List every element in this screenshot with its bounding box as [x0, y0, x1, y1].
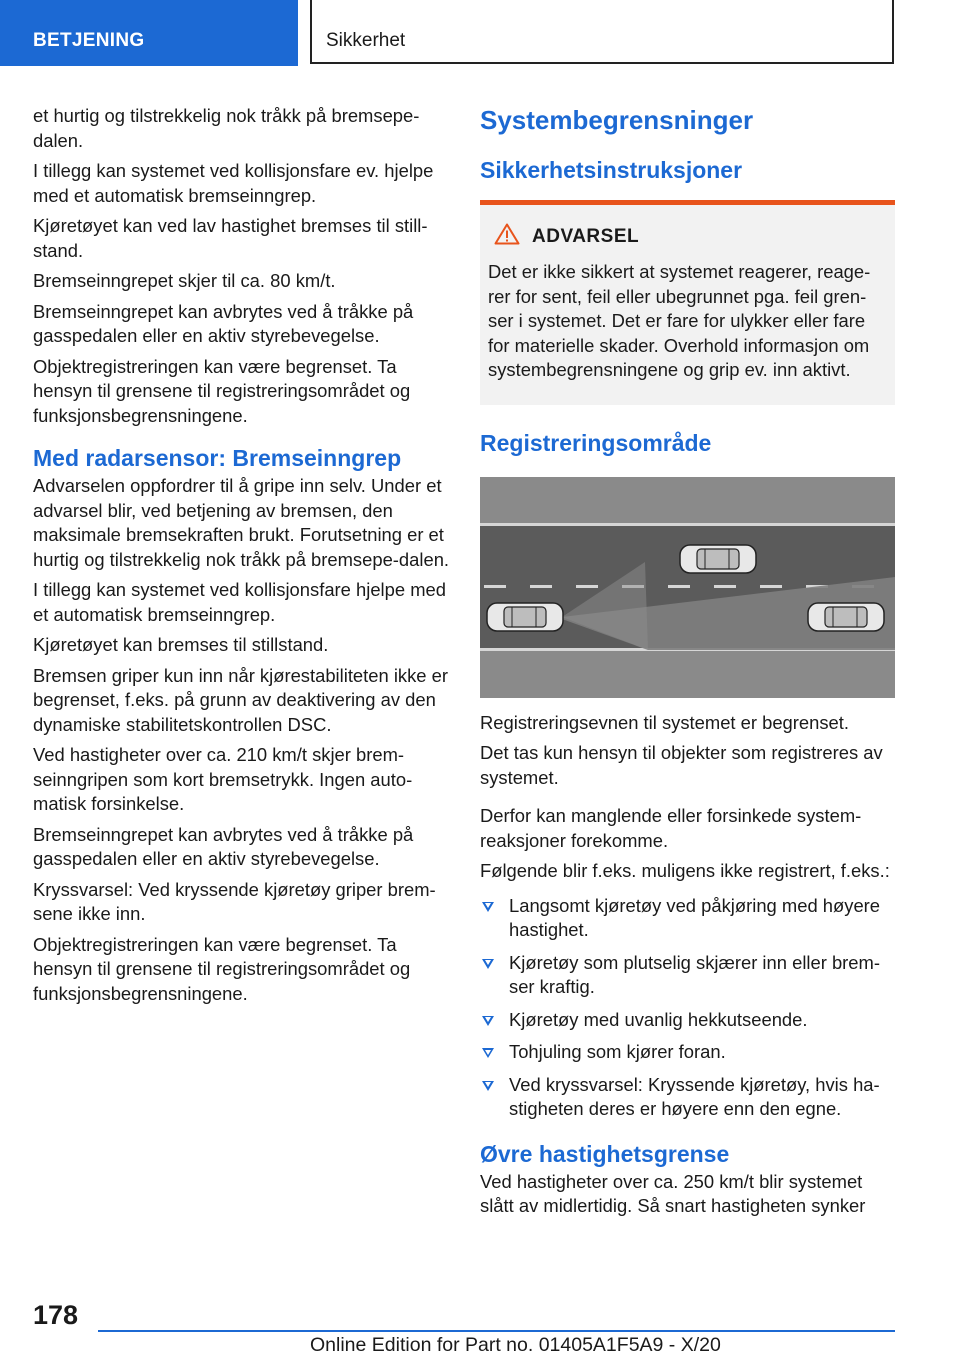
warning-box	[480, 200, 895, 405]
paragraph: et hurtig og tilstrekkelig nok tråkk på bremsepe-dalen.	[33, 105, 420, 151]
list-item: Tohjuling som kjører foran.	[480, 1040, 895, 1065]
paragraph: Bremsen griper kun inn når kjørestabiliteten ikke er begrenset, f.eks. på grunn av deaktivering av den dynamiske stabilitetskontrollen DSC.	[33, 664, 448, 735]
paragraph: I tillegg kan systemet ved kollisjonsfare hjelpe med et automatisk bremseinngrep.	[33, 579, 446, 625]
right-column	[480, 104, 895, 1225]
paragraph: Objektregistreringen kan være begrenset. Ta hensyn til grensene til registreringsområdet og funksjonsbegrensningene.	[33, 355, 411, 426]
list-item: Kjøretøy som plutselig skjærer inn eller brem-ser kraftig.	[480, 951, 895, 1000]
warning-title: ADVARSEL	[532, 225, 640, 247]
paragraph: Ved hastigheter over ca. 210 km/t skjer brem-seinngripen som kort bremsetrykk. Ingen auto-matisk forsinkelse.	[33, 744, 413, 814]
heading-detection-area: Registreringsområde	[480, 429, 712, 456]
paragraph: Kjøretøyet kan bremses til stillstand.	[33, 634, 329, 655]
heading-upper-speed-limit: Øvre hastighetsgrense	[480, 1140, 730, 1167]
triangle-bullet-icon	[482, 1048, 494, 1058]
bullet-list	[480, 894, 895, 1122]
warning-text: Det er ikke sikkert at systemet reagerer, reage-rer for sent, feil eller ubegrunnet pga. feil gren-ser i systemet. Det er fare for ulykker eller fare for materielle skader. Overhold informasjon om systembegrensningene og grip ev. inn aktivt.	[488, 261, 871, 380]
list-item: Kjøretøy med uvanlig hekkutseende.	[480, 1008, 895, 1033]
paragraph: Det tas kun hensyn til objekter som registreres av systemet.	[480, 742, 883, 788]
left-column	[33, 104, 451, 1012]
paragraph: Ved hastigheter over ca. 250 km/t blir systemet slått av midlertidig. Så snart hastigheten synker	[480, 1170, 866, 1216]
paragraph: Kjøretøyet kan ved lav hastighet bremses til still-stand.	[33, 215, 428, 261]
footer-edition: Online Edition for Part no. 01405A1F5A9 - X/20	[310, 1334, 721, 1356]
paragraph: Advarselen oppfordrer til å gripe inn selv. Under et advarsel blir, ved betjening av bremsen, den maksimale bremsekraften brukt. Forutsetning er et hurtig og tilstrekkelig nok tråkk på bremsepe-dalen.	[33, 475, 450, 570]
paragraph: Derfor kan manglende eller forsinkede system-reaksjoner forekomme.	[480, 805, 862, 851]
page-number: 178	[33, 1300, 79, 1330]
paragraph: Kryssvarsel: Ved kryssende kjøretøy griper brem-sene ikke inn.	[33, 878, 436, 924]
footer-rule	[98, 1330, 895, 1332]
heading-safety-instructions: Sikkerhetsinstruksjoner	[480, 157, 743, 183]
section-heading-radar: Med radarsensor: Bremseinngrep	[33, 445, 402, 471]
header-chapter-box	[310, 0, 894, 64]
paragraph: Bremseinngrepet kan avbrytes ved å tråkke på gasspedalen eller en aktiv styrebevegelse.	[33, 300, 414, 346]
car-icon	[680, 545, 756, 573]
triangle-bullet-icon	[482, 1016, 494, 1026]
paragraph: Objektregistreringen kan være begrenset. Ta hensyn til grensene til registreringsområdet og funksjonsbegrensningene.	[33, 933, 411, 1004]
triangle-bullet-icon	[482, 902, 494, 912]
chapter-label: Sikkerhet	[326, 30, 406, 51]
paragraph: Følgende blir f.eks. muligens ikke registrert, f.eks.:	[480, 860, 890, 881]
car-icon	[808, 603, 884, 631]
triangle-bullet-icon	[482, 959, 494, 969]
triangle-bullet-icon	[482, 1081, 494, 1091]
list-item: Ved kryssvarsel: Kryssende kjøretøy, hvis ha-stigheten deres er høyere enn den egne.	[480, 1073, 895, 1122]
section-label: BETJENING	[33, 30, 145, 51]
heading-system-limits: Systembegrensninger	[480, 105, 754, 135]
car-icon	[487, 603, 563, 631]
paragraph: Bremseinngrepet skjer til ca. 80 km/t.	[33, 270, 336, 291]
warning-triangle-icon	[494, 223, 520, 250]
paragraph: Registreringsevnen til systemet er begrenset.	[480, 711, 850, 733]
detection-area-diagram	[480, 477, 895, 698]
paragraph: I tillegg kan systemet ved kollisjonsfare ev. hjelpe med et automatisk bremseinngrep.	[33, 160, 434, 206]
header-section-tab	[0, 0, 298, 66]
list-item: Langsomt kjøretøy ved påkjøring med høyere hastighet.	[480, 894, 895, 943]
paragraph: Bremseinngrepet kan avbrytes ved å tråkke på gasspedalen eller en aktiv styrebevegelse.	[33, 823, 414, 869]
